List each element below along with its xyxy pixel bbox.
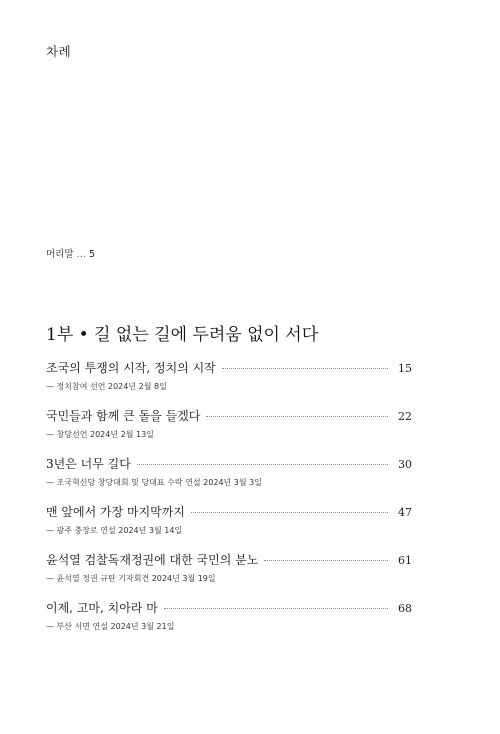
toc-entry-title: 이제, 고마, 치아라 마 — [46, 601, 158, 615]
toc-entry-title: 맨 앞에서 가장 마지막까지 — [46, 505, 185, 519]
toc-entry[interactable] — [46, 599, 412, 647]
dot-leader — [264, 560, 388, 561]
toc-entry[interactable] — [46, 407, 412, 455]
toc-entry-title: 윤석열 검찰독재정권에 대한 국민의 분노 — [46, 553, 259, 567]
dot-leader — [137, 464, 388, 465]
toc-entry-title: 3년은 너무 길다 — [46, 457, 131, 471]
dot-leader — [222, 368, 388, 369]
toc-entry[interactable] — [46, 359, 412, 407]
toc-entry[interactable] — [46, 551, 412, 599]
table-of-contents — [46, 359, 412, 647]
toc-entry-page-number: 61 — [398, 554, 412, 567]
toc-entry-title: 국민들과 함께 큰 돌을 들겠다 — [46, 409, 201, 423]
dot-leader — [164, 608, 388, 609]
toc-entry-page-number: 68 — [398, 602, 412, 615]
toc-entry-subtitle: — 윤석열 정권 규탄 기자회견 2024년 3월 19일 — [46, 574, 216, 583]
toc-entry-subtitle: — 조국혁신당 창당대회 및 당대표 수락 연설 2024년 3월 3일 — [46, 478, 262, 487]
preface-entry[interactable] — [46, 246, 95, 260]
toc-entry-page-number: 15 — [398, 362, 412, 375]
preface-dots: … — [76, 249, 87, 260]
toc-entry-subtitle: — 정치참여 선언 2024년 2월 8일 — [46, 382, 167, 391]
preface-page-number: 5 — [89, 249, 96, 260]
dot-leader — [206, 416, 388, 417]
toc-entry-page-number: 22 — [398, 410, 412, 423]
toc-entry-subtitle: — 광주 충장로 연설 2024년 3월 14일 — [46, 526, 183, 535]
toc-entry[interactable] — [46, 503, 412, 551]
dot-leader — [191, 512, 388, 513]
toc-entry[interactable] — [46, 455, 412, 503]
toc-entry-page-number: 30 — [398, 458, 412, 471]
preface-label: 머리말 — [46, 249, 74, 260]
toc-entry-title: 조국의 투쟁의 시작, 정치의 시작 — [46, 361, 216, 375]
toc-entry-subtitle: — 부산 서면 연설 2024년 3월 21일 — [46, 622, 175, 631]
part-title: 1부 • 길 없는 길에 두려움 없이 서다 — [46, 325, 319, 345]
toc-entry-page-number: 47 — [398, 506, 412, 519]
toc-entry-subtitle: — 창당선언 2024년 2월 13일 — [46, 430, 154, 439]
page-title: 차례 — [46, 44, 72, 59]
